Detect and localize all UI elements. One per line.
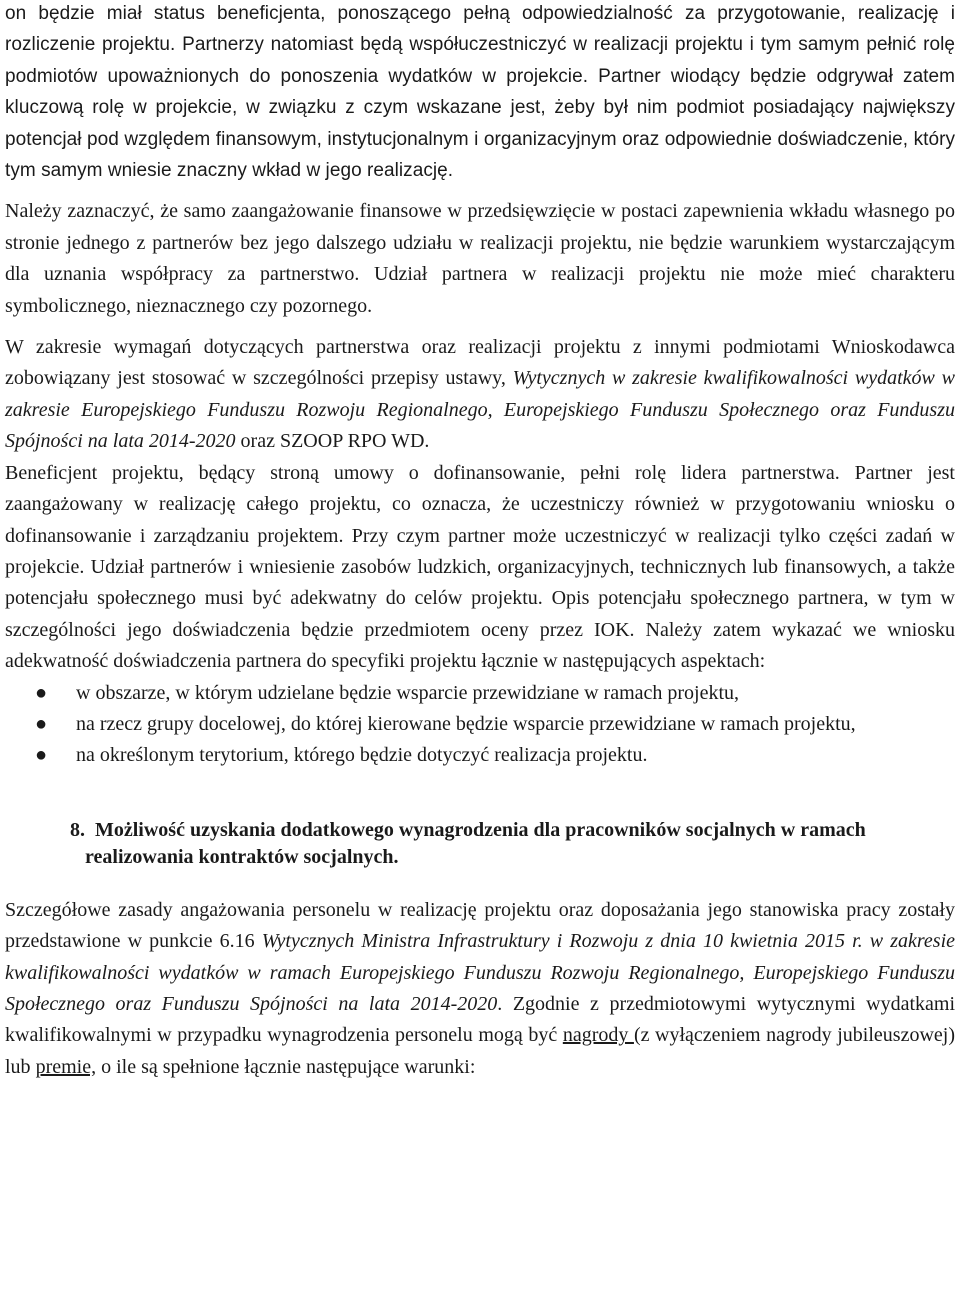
paragraph-personnel-rules-end: o ile są spełnione łącznie następujące warunki: bbox=[96, 1055, 476, 1078]
list-item-text: na rzecz grupy docelowej, do której kierowane będzie wsparcie przewidziane w ramach projektu, bbox=[76, 712, 856, 735]
list-item bbox=[5, 709, 955, 740]
paragraph-partnership-requirements-end: oraz SZOOP RPO WD. bbox=[235, 430, 430, 453]
section-heading bbox=[5, 817, 955, 871]
list-item bbox=[5, 678, 955, 709]
paragraph-personnel-rules-text: Szczegółowe zasady angażowania personelu w realizację projektu oraz doposażania jego stanowiska pracy zostały przedstawione w punkcie 6.16 bbox=[5, 898, 955, 953]
section-title-text: Możliwość uzyskania dodatkowego wynagrodzenia dla pracowników socjalnych w ramach realizowania kontraktów socjalnych. bbox=[85, 818, 866, 868]
list-item-text: na określonym terytorium, którego będzie dotyczyć realizacja projektu. bbox=[76, 744, 648, 767]
guidelines-reference: Wytycznych w zakresie kwalifikowalności wydatków w zakresie Europejskiego Funduszu Rozwoju Regionalnego, Europejskiego Funduszu Społecznego oraz Funduszu Spójności na lata 2014-2020 bbox=[5, 367, 955, 453]
paragraph-lead-partner-role: Partner wiodący będzie odgrywał zatem kluczową rolę w projekcie, w związku z czym wskazane jest, żeby był nim podmiot posiadający największy potencjał pod względem finansowym, instytucjonalnym i organizacyjnym oraz odpowiednie doświadczenie, który tym samym wniesie znaczny wkład w jego realizację. bbox=[5, 65, 956, 182]
ministry-guidelines-reference: Wytycznych Ministra Infrastruktury i Rozwoju z dnia 10 kwietnia 2015 r. w zakresie kwalifikowalności wydatków w ramach Europejskiego Funduszu Rozwoju Regionalnego, Europejskiego Funduszu Społecznego oraz Funduszu Spójności na lata 2014-2020 bbox=[5, 930, 955, 1015]
document-page bbox=[5, 0, 955, 1083]
paragraph-lead-partner-text: on będzie miał status beneficjenta, ponoszącego pełną odpowiedzialność za przygotowanie, realizację i rozliczenie projektu. Partnerzy natomiast będą współuczestniczyć w realizacji projektu i tym samym pełnić rolę podmiotów upoważnionych do ponoszenia wydatków w projekcie. bbox=[5, 3, 955, 87]
paragraph-beneficiary-role: Beneficjent projektu, będący stroną umowy o dofinansowanie, pełni rolę lidera partnerstwa. Partner jest zaangażowany w realizację całego projektu, co oznacza, że uczestniczy również w przygotowaniu wniosku o dofinansowanie i zarządzaniu projektem. Przy czym partner może uczestniczyć w realizacji tylko części zadań w projekcie. Udział partnerów i wniesienie zasobów ludzkich, organizacyjnych, technicznych lub finansowych, a także potencjału społecznego musi być adekwatny do celów projektu. Opis potencjału społecznego partnera, w tym w szczególności jego doświadczenia będzie przedmiotem oceny przez IOK. Należy zatem wykazać we wniosku adekwatność doświadczenia partnera do specyfiki projektu łącznie w następujących aspektach: bbox=[5, 461, 955, 673]
list-item-text: w obszarze, w którym udzielane będzie wsparcie przewidziane w ramach projektu, bbox=[76, 681, 740, 704]
bullet-icon: ● bbox=[35, 681, 48, 704]
paragraph-lead-partner bbox=[5, 0, 955, 186]
bonuses-term: premie, bbox=[35, 1055, 97, 1078]
paragraph-partnership-requirements bbox=[5, 332, 955, 458]
section-title bbox=[85, 817, 945, 871]
paragraph-personnel-rules bbox=[5, 895, 955, 1083]
list-item bbox=[5, 740, 955, 771]
awards-term: nagrody bbox=[562, 1024, 634, 1047]
section-number: 8. bbox=[70, 818, 85, 841]
paragraph-personnel-rules-middle: . Zgodnie z przedmiotowymi wytycznymi wydatkami kwalifikowalnymi w przypadku wynagrodzenia personelu mogą być bbox=[5, 992, 955, 1047]
paragraph-financial-involvement: Należy zaznaczyć, że samo zaangażowanie finansowe w przedsięwzięcie w postaci zapewnienia wkładu własnego po stronie jednego z partnerów bez jego dalszego udziału w realizacji projektu, nie będzie warunkiem wystarczającym dla uznania współpracy za partnerstwo. Udział partnera w realizacji projektu nie może mieć charakteru symbolicznego, nieznacznego czy pozornego. bbox=[5, 200, 955, 317]
aspects-list bbox=[5, 678, 955, 772]
bullet-icon: ● bbox=[35, 744, 48, 767]
bullet-icon: ● bbox=[35, 712, 48, 735]
paragraph-partnership-requirements-text: W zakresie wymagań dotyczących partnerstwa oraz realizacji projektu z innymi podmiotami Wnioskodawca zobowiązany jest stosować w szczególności przepisy ustawy, bbox=[5, 336, 955, 390]
paragraph-personnel-rules-exclusion: (z wyłączeniem nagrody jubileuszowej) lub bbox=[5, 1024, 955, 1078]
